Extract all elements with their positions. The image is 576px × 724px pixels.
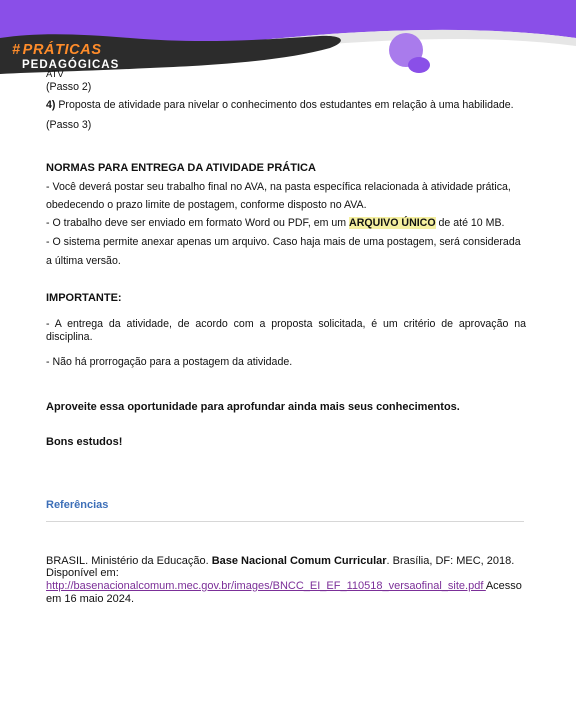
aproveite-text: Aproveite essa oportunidade para aprofundar ainda mais seus conhecimentos. [46, 401, 460, 413]
logo-hash: # [12, 42, 21, 58]
ref-pre: BRASIL. Ministério da Educação. [46, 555, 212, 567]
logo-line1-text: PRÁTICAS [22, 42, 102, 58]
normas-title: NORMAS PARA ENTREGA DA ATIVIDADE PRÁTICA [46, 162, 316, 174]
logo-line1 [12, 43, 119, 58]
importante-item2: - Não há prorrogação para a postagem da atividade. [46, 356, 293, 368]
normas-line3 [46, 217, 504, 230]
reference-disponivel: Disponível em: [46, 567, 119, 579]
normas-line3-pre: - O trabalho deve ser enviado em formato Word ou PDF, em um [46, 217, 350, 229]
normas-line4: - O sistema permite anexar apenas um arquivo. Caso haja mais de uma postagem, será considerada [46, 236, 521, 248]
normas-line2: obedecendo o prazo limite de postagem, conforme disposto no AVA. [46, 199, 367, 211]
ref-acesso: Acesso [485, 580, 522, 592]
ref-post: . Brasília, DF: MEC, 2018. [386, 555, 515, 567]
reference-date: em 16 maio 2024. [46, 593, 135, 605]
reference-line3 [46, 580, 522, 593]
passo3-label: (Passo 3) [46, 119, 92, 131]
passo2-label: (Passo 2) [46, 81, 92, 93]
logo-line2: PEDAGÓGICAS [22, 58, 120, 71]
page-header [0, 0, 576, 80]
arquivo-unico-highlight: ARQUIVO ÚNICO [349, 217, 436, 229]
normas-line5: a última versão. [46, 255, 121, 267]
normas-line1: - Você deverá postar seu trabalho final no AVA, na pasta específica relacionada à atividade prática, [46, 181, 511, 193]
importante-title: IMPORTANTE: [46, 292, 122, 304]
bncc-link[interactable]: http://basenacionalcomum.mec.gov.br/images/BNCC_EI_EF_110518_versaofinal_site.pdf [46, 580, 486, 592]
referencias-divider [46, 521, 524, 522]
referencias-title: Referências [46, 499, 109, 511]
item4-number: 4) [46, 99, 56, 111]
normas-line3-post: de até 10 MB. [435, 217, 505, 229]
atv-label: ATV [46, 69, 64, 80]
logo [12, 43, 119, 71]
importante-item1: - A entrega da atividade, de acordo com a proposta solicitada, é um critério de aprovação na disciplina. [46, 318, 526, 343]
item4-text: Proposta de atividade para nivelar o conhecimento dos estudantes em relação à uma habilidade. [55, 99, 514, 111]
header-bubble-small [408, 57, 430, 73]
item4 [46, 99, 514, 112]
bons-estudos: Bons estudos! [46, 436, 123, 448]
ref-bold-title: Base Nacional Comum Curricular [211, 555, 387, 567]
